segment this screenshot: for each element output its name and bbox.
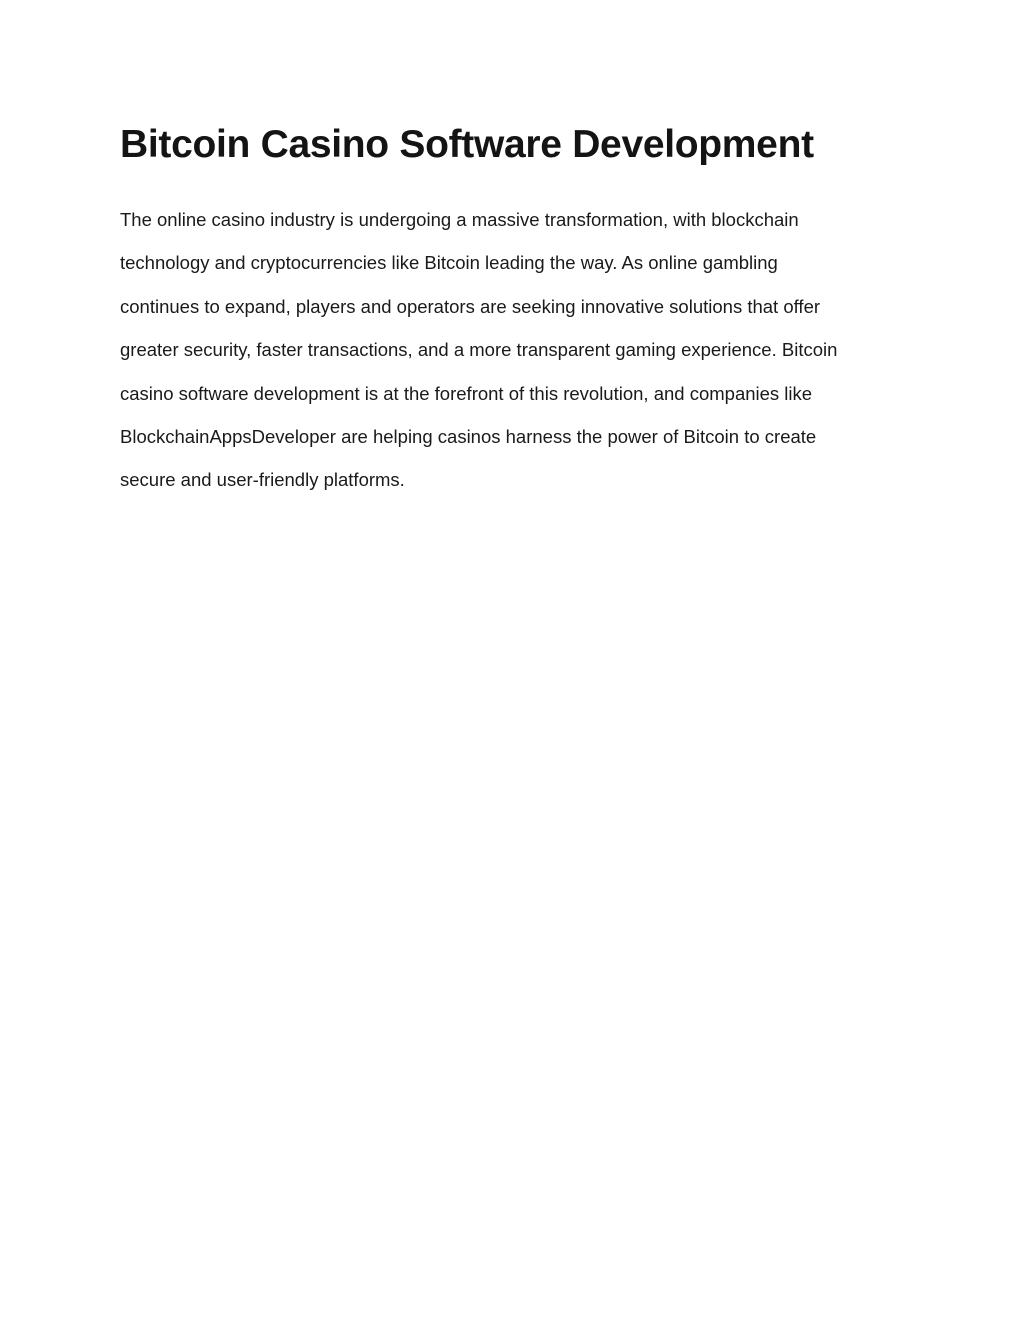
document-title: Bitcoin Casino Software Development — [120, 123, 814, 166]
body-paragraph — [120, 198, 920, 502]
paragraph-line: casino software development is at the forefront of this revolution, and companies like — [120, 382, 813, 404]
paragraph-line: technology and cryptocurrencies like Bitcoin leading the way. As online gambling — [120, 252, 778, 274]
paragraph-line: The online casino industry is undergoing a massive transformation, with blockchain — [120, 209, 799, 230]
paragraph-line: continues to expand, players and operators are seeking innovative solutions that offer — [120, 295, 821, 317]
paragraph-line: secure and user-friendly platforms. — [120, 469, 405, 491]
paragraph-line: greater security, faster transactions, and a more transparent gaming experience. Bitcoin — [120, 339, 838, 361]
paragraph-line: BlockchainAppsDeveloper are helping casinos harness the power of Bitcoin to create — [120, 426, 817, 448]
